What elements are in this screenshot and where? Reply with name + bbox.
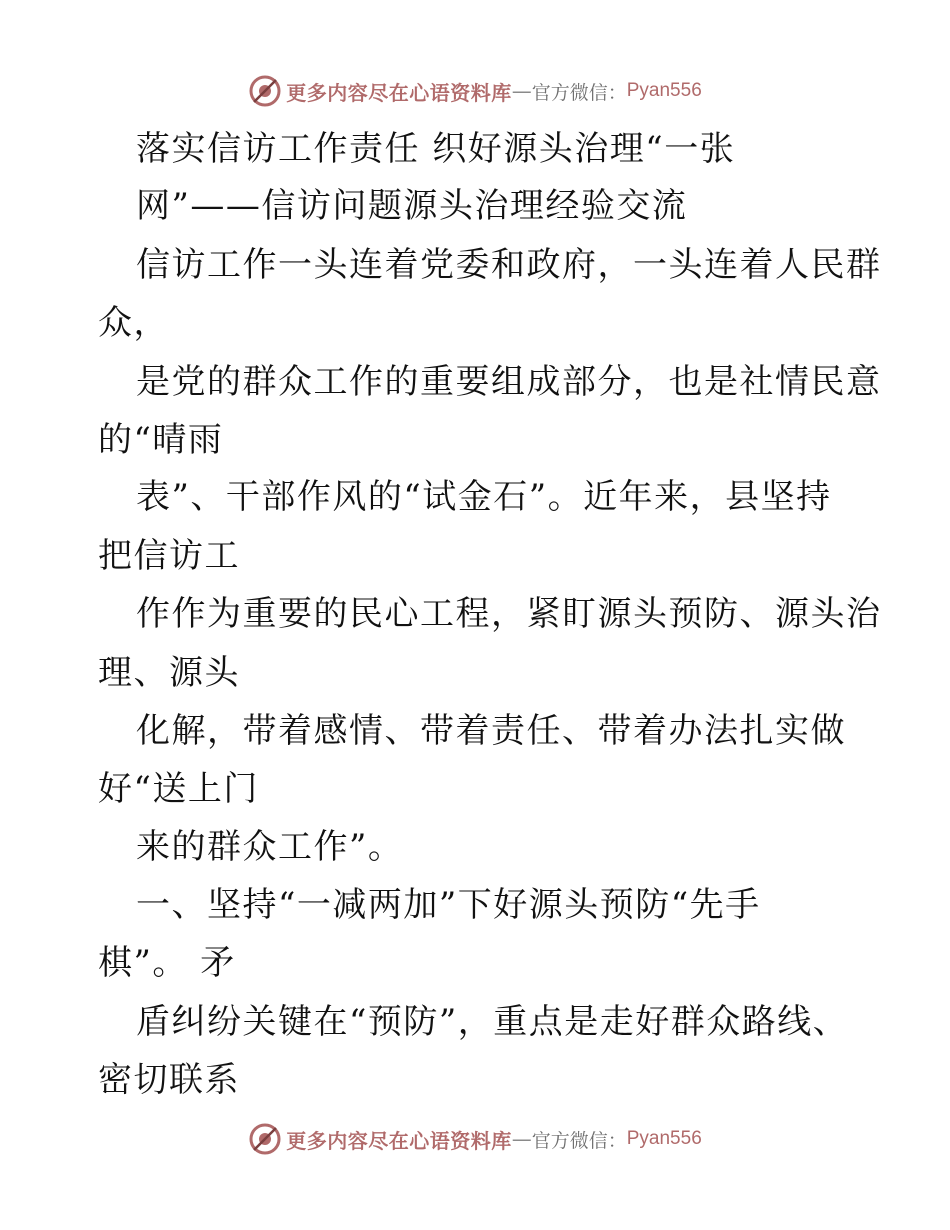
watermark-wechat-id: Pyan556 xyxy=(626,1128,702,1149)
section-heading-line: 棋”。 矛 xyxy=(98,943,236,983)
paragraph-line: 化解，带着感情、带着责任、带着办法扎实做 xyxy=(136,711,846,751)
watermark-wechat-id: Pyan556 xyxy=(626,80,702,101)
watermark-sub-text: 官方微信： xyxy=(531,1129,627,1152)
watermark-main-text: 更多内容尽在心语资料库 xyxy=(286,1128,512,1153)
watermark-dash: — xyxy=(511,79,532,103)
pen-logo-icon xyxy=(248,74,282,108)
paragraph-line: 众， xyxy=(98,303,169,343)
paragraph-line: 来的群众工作”。 xyxy=(136,827,404,867)
watermark-main-text: 更多内容尽在心语资料库 xyxy=(286,80,512,105)
watermark-dash: — xyxy=(511,1127,532,1151)
paragraph-line: 盾纠纷关键在“预防”，重点是走好群众路线、 xyxy=(136,1002,849,1042)
title-line-1: 落实信访工作责任 织好源头治理“一张 xyxy=(136,129,736,169)
paragraph-line: 密切联系 xyxy=(98,1060,240,1100)
paragraph-line: 理、源头 xyxy=(98,653,240,693)
paragraph-line: 的“晴雨 xyxy=(98,420,224,460)
paragraph-line: 表”、干部作风的“试金石”。近年来，县坚持 xyxy=(136,477,832,517)
paragraph-line: 信访工作一头连着党委和政府，一头连着人民群 xyxy=(136,245,882,285)
pen-logo-icon xyxy=(248,1122,282,1156)
title-line-2: 网”——信访问题源头治理经验交流 xyxy=(136,186,688,226)
paragraph-line: 作作为重要的民心工程，紧盯源头预防、源头治 xyxy=(136,594,882,634)
watermark-sub-text: 官方微信： xyxy=(531,81,627,104)
paragraph-line: 好“送上门 xyxy=(98,769,259,809)
footer-watermark xyxy=(0,1119,950,1159)
paragraph-line: 把信访工 xyxy=(98,536,240,576)
header-watermark xyxy=(0,71,950,111)
section-heading-line: 一、坚持“一减两加”下好源头预防“先手 xyxy=(136,885,761,925)
paragraph-line: 是党的群众工作的重要组成部分，也是社情民意 xyxy=(136,362,882,402)
